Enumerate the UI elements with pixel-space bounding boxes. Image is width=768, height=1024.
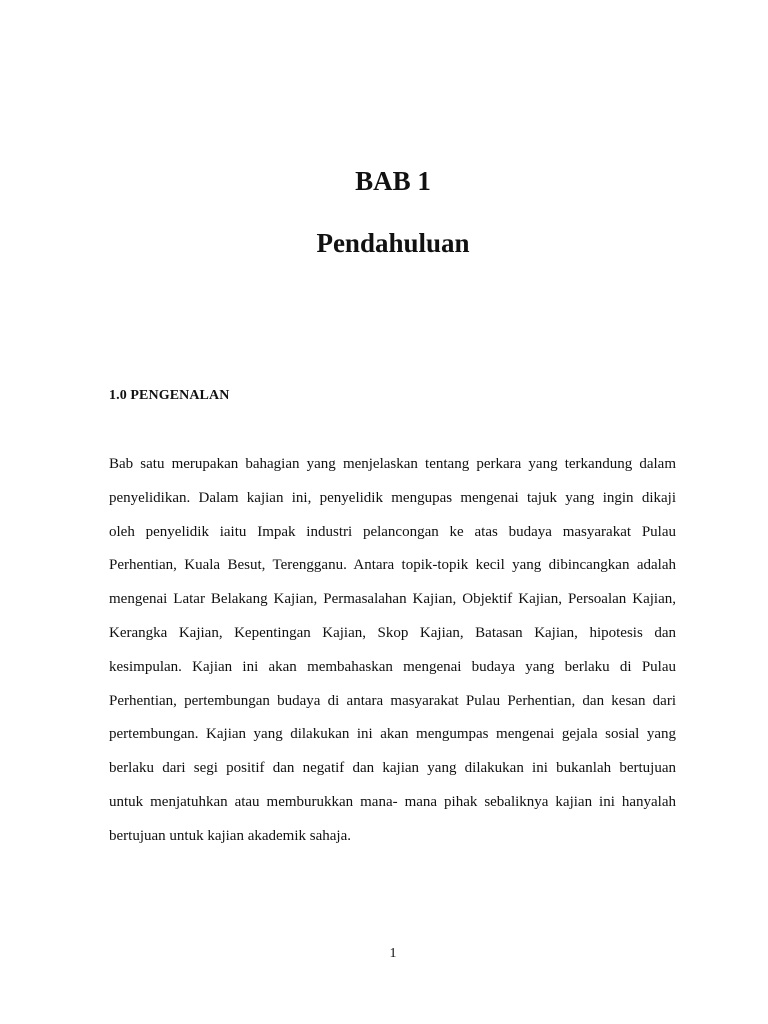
chapter-number: BAB 1 [355,166,431,196]
body-paragraph [109,448,676,854]
body-line: bertujuan untuk kajian akademik sahaja. [109,827,351,844]
body-line: penyelidikan. Dalam kajian ini, penyelidik mengupas mengenai tajuk yang ingin dikaji [109,489,676,506]
section-heading: 1.0 PENGENALAN [109,388,230,403]
body-line: berlaku dari segi positif dan negatif dan kajian yang dilakukan ini bukanlah bertujuan [109,760,676,777]
body-line: Perhentian, pertembungan budaya di antara masyarakat Pulau Perhentian, dan kesan dari [109,692,676,709]
body-line: untuk menjatuhkan atau memburukkan mana- mana pihak sebaliknya kajian ini hanyalah [109,793,676,810]
body-line: Bab satu merupakan bahagian yang menjelaskan tentang perkara yang terkandung dalam [109,456,676,472]
body-line: kesimpulan. Kajian ini akan membahaskan mengenai budaya yang berlaku di Pulau [109,658,676,675]
chapter-title: Pendahuluan [316,228,470,258]
body-line: oleh penyelidik iaitu Impak industri pelancongan ke atas budaya masyarakat Pulau [109,523,676,540]
page-number: 1 [389,946,397,961]
body-line: mengenai Latar Belakang Kajian, Permasalahan Kajian, Objektif Kajian, Persoalan Kajian, [109,591,676,608]
body-line: Perhentian, Kuala Besut, Terengganu. Antara topik-topik kecil yang dibincangkan adalah [109,557,676,574]
body-line: pertembungan. Kajian yang dilakukan ini akan mengumpas mengenai gejala sosial yang [109,726,676,743]
body-line: Kerangka Kajian, Kepentingan Kajian, Skop Kajian, Batasan Kajian, hipotesis dan [109,624,676,641]
